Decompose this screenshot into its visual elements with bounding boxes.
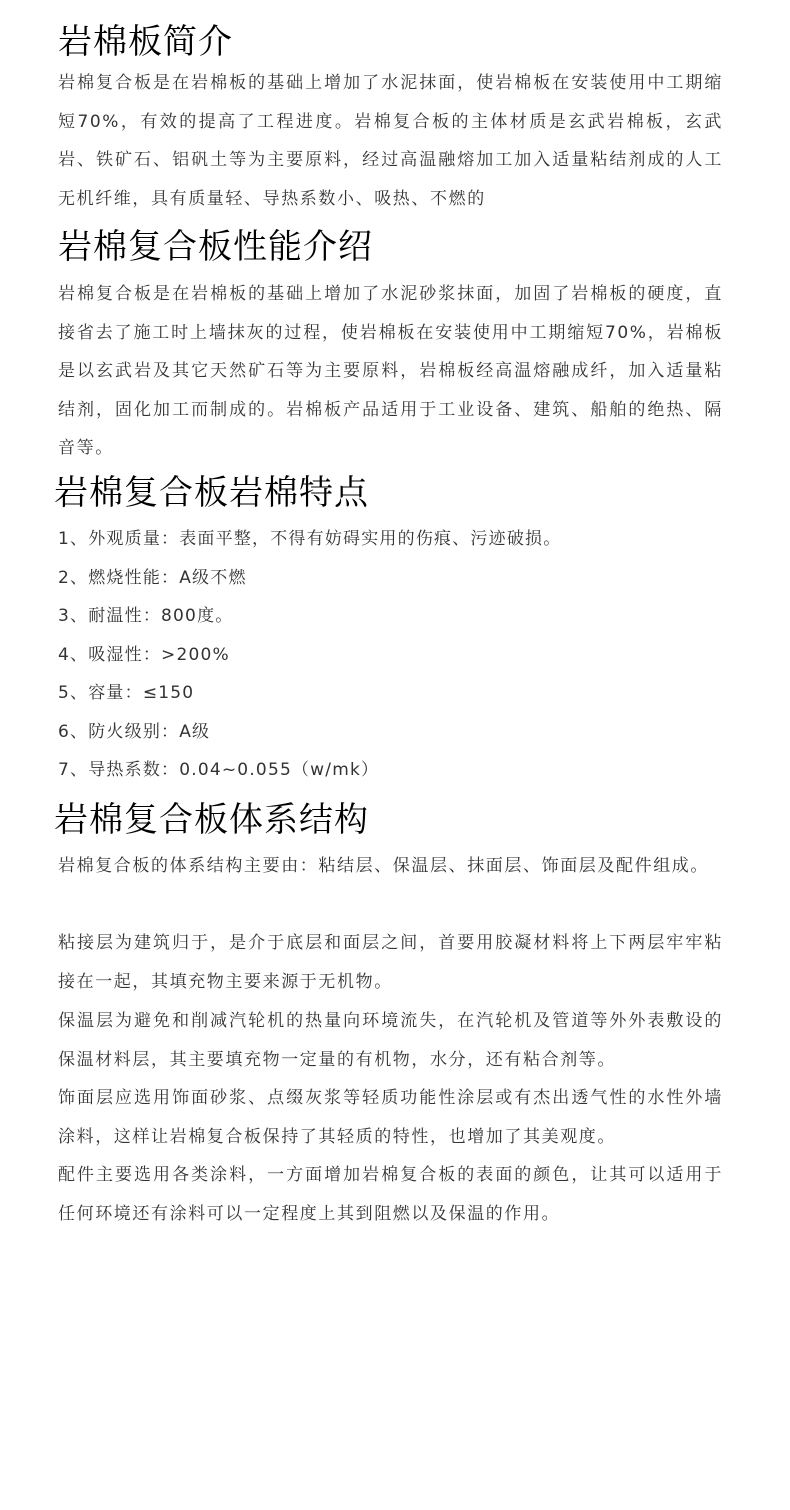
section-title-intro: 岩棉板简介	[58, 22, 233, 62]
bond-layer-paragraph: 粘接层为建筑归于，是介于底层和面层之间，首要用胶凝材料将上下两层牢牢粘接在一起，其填充物主要来源于无机物。	[58, 933, 723, 992]
features-list	[58, 520, 738, 790]
list-item: 2、燃烧性能：A级不燃	[58, 567, 247, 588]
list-item: 1、外观质量：表面平整，不得有妨碍实用的伤痕、污迹破损。	[58, 529, 562, 549]
list-item: 5、容量：≤150	[58, 683, 195, 703]
section-title-features: 岩棉复合板岩棉特点	[54, 473, 369, 513]
list-item: 4、吸湿性：>200%	[58, 644, 230, 665]
list-item: 6、防火级别：A级	[58, 721, 211, 742]
list-item: 3、耐温性：800度。	[58, 606, 234, 626]
intro-paragraph: 岩棉复合板是在岩棉板的基础上增加了水泥抹面，使岩棉板在安装使用中工期缩短70%，有效的提高了工程进度。岩棉复合板的主体材质是玄武岩棉板，玄武岩、铁矿石、铝矾土等为主要原料，经过高温融熔加工加入适量粘结剂成的人工无机纤维，具有质量轻、导热系数小、吸热、不燃的	[58, 73, 723, 209]
accessories-paragraph: 配件主要选用各类涂料，一方面增加岩棉复合板的表面的颜色，让其可以适用于任何环境还有涂料可以一定程度上其到阻燃以及保温的作用。	[58, 1165, 723, 1224]
section-title-structure: 岩棉复合板体系结构	[54, 800, 369, 840]
section-title-performance: 岩棉复合板性能介绍	[58, 227, 373, 267]
insulation-layer-paragraph: 保温层为避免和削减汽轮机的热量向环境流失，在汽轮机及管道等外外表敷设的保温材料层，其主要填充物一定量的有机物，水分，还有粘合剂等。	[58, 1011, 723, 1070]
performance-paragraph: 岩棉复合板是在岩棉板的基础上增加了水泥砂浆抹面，加固了岩棉板的硬度，直接省去了施工时上墙抹灰的过程，使岩棉板在安装使用中工期缩短70%，岩棉板是以玄武岩及其它天然矿石等为主要原料，岩棉板经高温熔融成纤，加入适量粘结剂，固化加工而制成的。岩棉板产品适用于工业设备、建筑、船舶的绝热、隔音等。	[58, 284, 723, 458]
structure-paragraph: 岩棉复合板的体系结构主要由：粘结层、保温层、抹面层、饰面层及配件组成。	[58, 856, 709, 876]
list-item: 7、导热系数：0.04~0.055（w/mk）	[58, 760, 380, 780]
finish-layer-paragraph: 饰面层应选用饰面砂浆、点缀灰浆等轻质功能性涂层或有杰出透气性的水性外墙涂料，这样让岩棉复合板保持了其轻质的特性，也增加了其美观度。	[58, 1088, 723, 1147]
